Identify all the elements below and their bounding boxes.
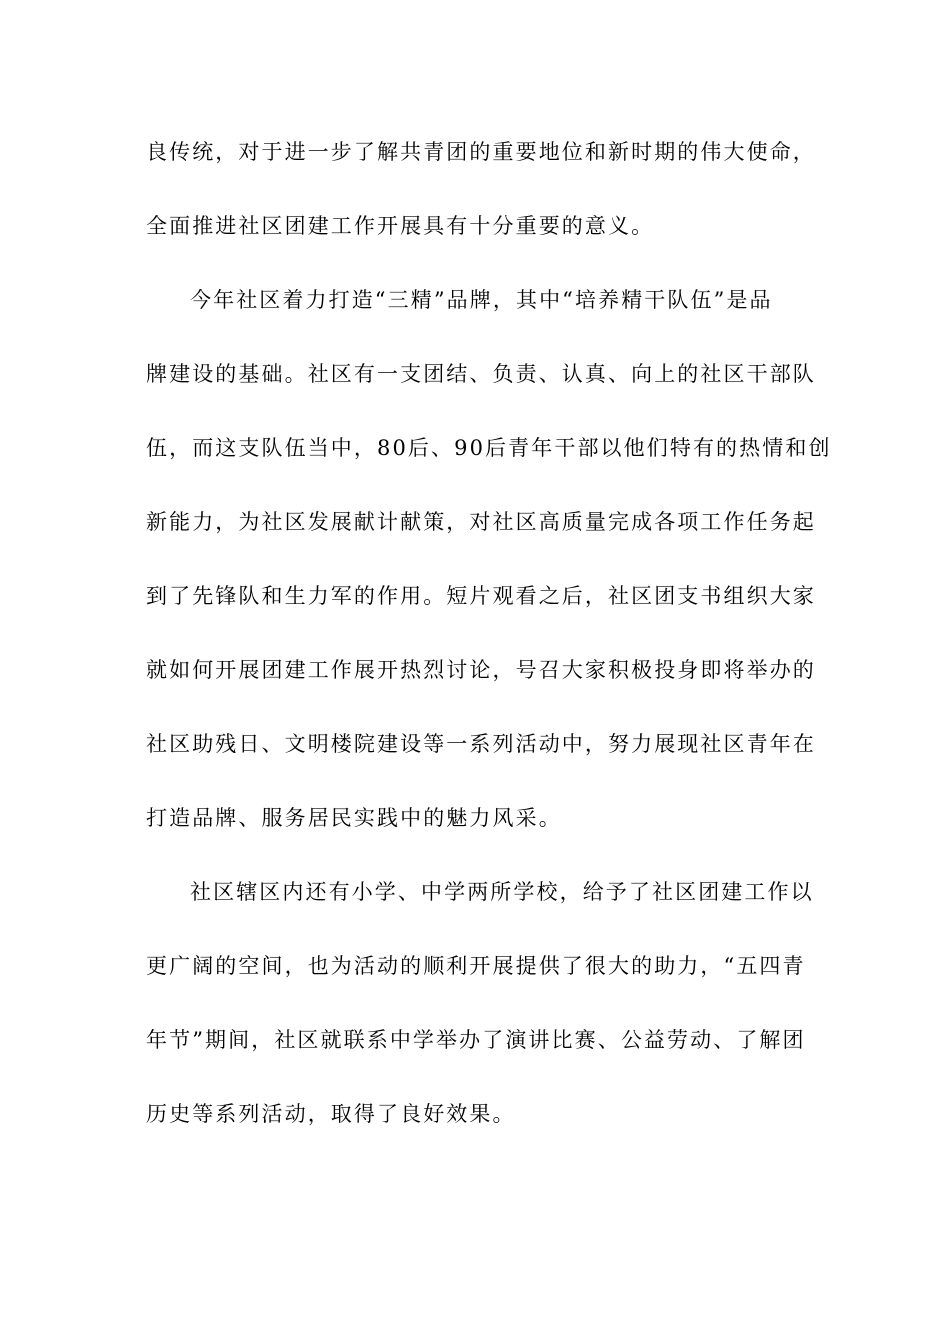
text-line: 更广阔的空间，也为活动的顺利开展提供了很大的助力，“五四青 (146, 954, 806, 978)
text-line: 牌建设的基础。社区有一支团结、负责、认真、向上的社区干部队 (146, 362, 816, 386)
text-line: 全面推进社区团建工作开展具有十分重要的意义。 (146, 214, 655, 238)
text-line: 年节”期间，社区就联系中学举办了演讲比赛、公益劳动、了解团 (146, 1028, 806, 1052)
paragraph-first-line: 今年社区着力打造“三精”品牌，其中“培养精干队伍”是品 (190, 288, 773, 312)
text-line: 新能力，为社区发展献计献策，对社区高质量完成各项工作任务起 (146, 510, 816, 534)
paragraph-first-line: 社区辖区内还有小学、中学两所学校，给予了社区团建工作以 (190, 880, 814, 904)
text-line: 打造品牌、服务居民实践中的魅力风采。 (146, 806, 562, 830)
text-line: 就如何开展团建工作展开热烈讨论，号召大家积极投身即将举办的 (146, 658, 816, 682)
text-line: 良传统，对于进一步了解共青团的重要地位和新时期的伟大使命， (146, 140, 816, 164)
text-line: 社区助残日、文明楼院建设等一系列活动中，努力展现社区青年在 (146, 732, 816, 756)
text-line: 到了先锋队和生力军的作用。短片观看之后，社区团支书组织大家 (146, 584, 816, 608)
text-line: 伍，而这支队伍当中，80后、90后青年干部以他们特有的热情和创 (146, 436, 832, 460)
text-line: 历史等系列活动，取得了良好效果。 (146, 1102, 516, 1126)
